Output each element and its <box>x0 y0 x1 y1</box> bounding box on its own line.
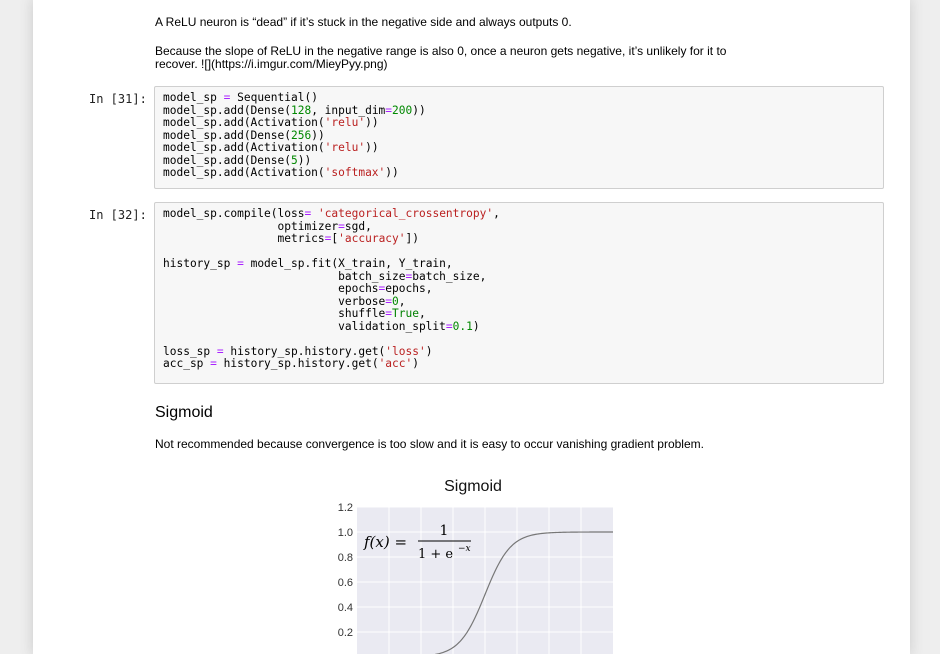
y-tick-label: 1.0 <box>337 527 353 539</box>
notebook-page <box>33 0 910 654</box>
markdown-sigmoid-note: Not recommended because convergence is too slow and it is easy to occur vanishing gradient problem. <box>155 437 704 451</box>
code-cell-31-source[interactable]: model_sp = Sequential() model_sp.add(Dense(128, input_dim=200)) model_sp.add(Activation('relu')) model_sp.add(Dense(256)) model_sp.add(Activation('relu')) model_sp.add(Dense(5)) model_sp.add(Activation('softmax')) <box>163 91 426 179</box>
formula-lhs: f(x) = <box>364 533 408 551</box>
code-cell-32[interactable] <box>154 202 884 384</box>
cell-prompt-32: In [32]: <box>89 208 147 222</box>
formula-numerator: 1 <box>439 523 449 539</box>
code-cell-32-source[interactable]: model_sp.compile(loss= 'categorical_crossentropy', optimizer=sgd, metrics=['accuracy']) history_sp = model_sp.fit(X_train, Y_train, batch_size=batch_size, epochs=epochs, verbose=0, shuffle=True, validation_split=0.1) loss_sp = history_sp.history.get('loss') acc_sp = history_sp.history.get('acc') <box>163 207 500 370</box>
y-tick-label: 0.8 <box>337 552 353 564</box>
chart-title: Sigmoid <box>444 478 502 495</box>
cell-prompt-31: In [31]: <box>89 92 147 106</box>
y-tick-label: 0.4 <box>337 602 353 614</box>
sigmoid-chart <box>273 470 633 654</box>
section-heading-sigmoid: Sigmoid <box>155 404 213 421</box>
code-cell-31[interactable] <box>154 86 884 189</box>
y-tick-label: 1.2 <box>337 502 353 514</box>
markdown-slope-line2: recover. ![](https://i.imgur.com/MieyPyy.png) <box>155 57 388 71</box>
formula-exponent: −x <box>458 544 471 554</box>
markdown-dead-relu: A ReLU neuron is “dead” if it’s stuck in the negative side and always outputs 0. <box>155 15 572 29</box>
y-tick-label: 0.6 <box>337 577 353 589</box>
sigmoid-chart-svg <box>273 470 633 654</box>
y-tick-label: 0.2 <box>337 627 353 639</box>
formula-denominator: 1 + e <box>418 547 454 562</box>
markdown-slope-line1: Because the slope of ReLU in the negative range is also 0, once a neuron gets negative, it’s unlikely for it to <box>155 44 727 58</box>
